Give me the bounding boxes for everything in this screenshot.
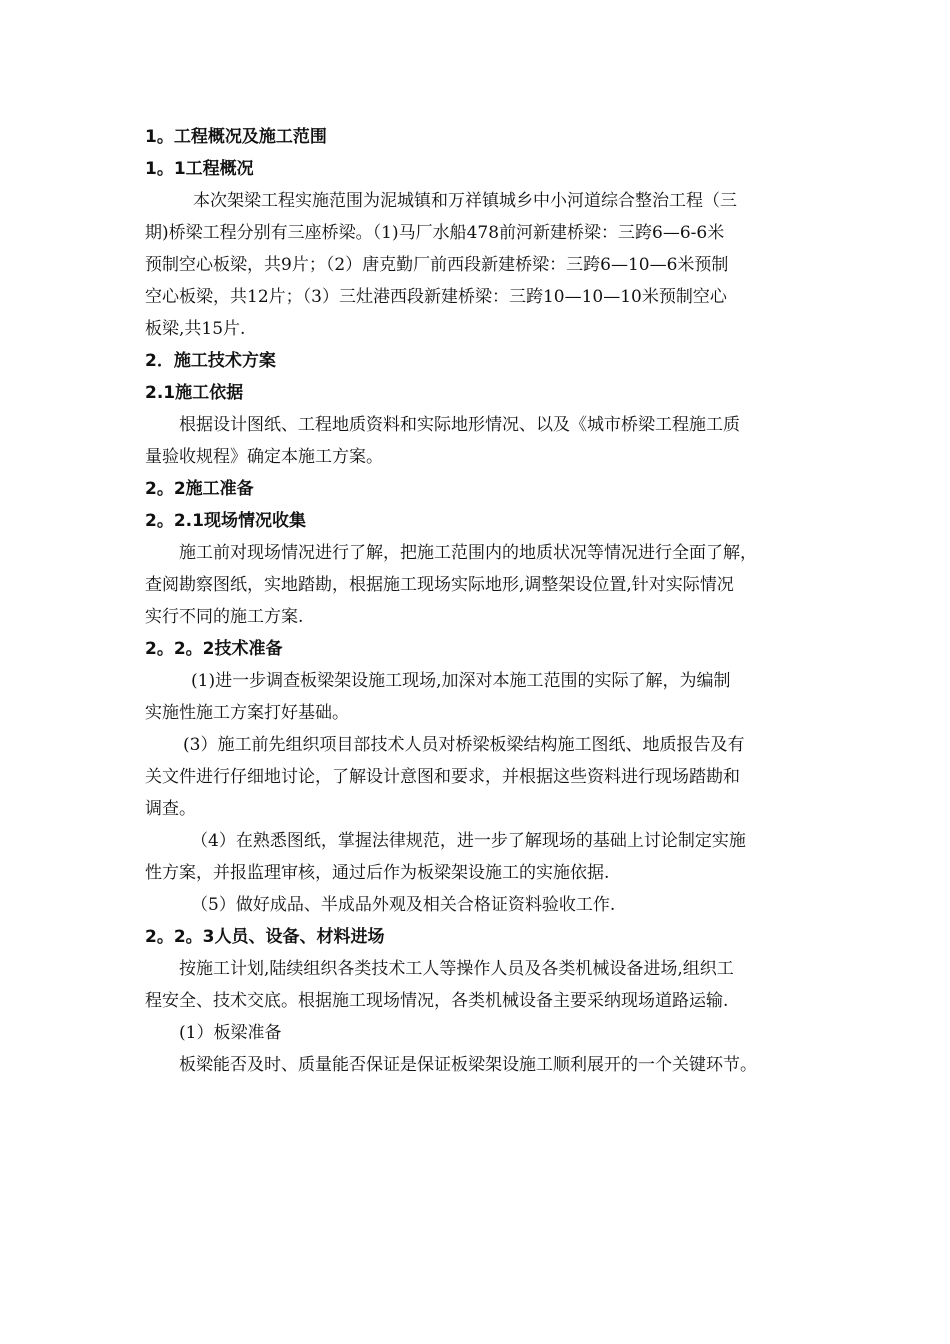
section-heading-1-1: 1。1工程概况 <box>145 159 254 179</box>
section-heading-2: 2．施工技术方案 <box>145 351 276 371</box>
section-heading-2-2-1: 2。2.1现场情况收集 <box>145 511 306 531</box>
paragraph-line: （4）在熟悉图纸，掌握法律规范，进一步了解现场的基础上讨论制定实施 <box>191 831 746 851</box>
paragraph-line: 性方案，并报监理审核，通过后作为板梁架设施工的实施依据. <box>145 863 610 883</box>
paragraph-line: 板梁,共15片. <box>145 319 246 339</box>
paragraph-line: 实施性施工方案打好基础。 <box>145 703 349 723</box>
paragraph-line: (3）施工前先组织项目部技术人员对桥梁板梁结构施工图纸、地质报告及有 <box>183 735 745 755</box>
paragraph-line: 按施工计划,陆续组织各类技术工人等操作人员及各类机械设备进场,组织工 <box>179 959 734 979</box>
section-heading-2-1: 2.1施工依据 <box>145 383 244 403</box>
paragraph-line: 调查。 <box>145 799 196 819</box>
section-heading-1: 1。工程概况及施工范围 <box>145 127 327 147</box>
paragraph-line: （5）做好成品、半成品外观及相关合格证资料验收工作. <box>191 895 616 915</box>
paragraph-line: 施工前对现场情况进行了解，把施工范围内的地质状况等情况进行全面了解， <box>179 543 757 563</box>
paragraph-line: 量验收规程》确定本施工方案。 <box>145 447 383 467</box>
section-heading-2-2: 2。2施工准备 <box>145 479 254 499</box>
section-heading-2-2-3: 2。2。3人员、设备、材料进场 <box>145 927 385 947</box>
paragraph-line: (1)进一步调查板梁架设施工现场,加深对本施工范围的实际了解，为编制 <box>191 671 731 691</box>
section-heading-2-2-2: 2。2。2技术准备 <box>145 639 283 659</box>
paragraph-line: (1）板梁准备 <box>179 1023 282 1043</box>
paragraph-line: 空心板梁，共12片；（3）三灶港西段新建桥梁：三跨10—10—10米预制空心 <box>145 287 727 307</box>
paragraph-line: 实行不同的施工方案. <box>145 607 304 627</box>
document-body <box>145 121 825 1081</box>
paragraph-line: 期)桥梁工程分别有三座桥梁。（1)马厂水船478前河新建桥梁：三跨6—6-6米 <box>145 223 725 243</box>
paragraph-line: 根据设计图纸、工程地质资料和实际地形情况、以及《城市桥梁工程施工质 <box>179 415 740 435</box>
paragraph-line: 查阅勘察图纸，实地踏勘，根据施工现场实际地形,调整架设位置,针对实际情况 <box>145 575 734 595</box>
paragraph-line: 程安全、技术交底。根据施工现场情况，各类机械设备主要采纳现场道路运输. <box>145 991 729 1011</box>
paragraph-line: 本次架梁工程实施范围为泥城镇和万祥镇城乡中小河道综合整治工程（三 <box>193 191 737 211</box>
paragraph-line: 板梁能否及时、质量能否保证是保证板梁架设施工顺利展开的一个关键环节。 <box>179 1055 757 1075</box>
paragraph-line: 关文件进行仔细地讨论，了解设计意图和要求，并根据这些资料进行现场踏勘和 <box>145 767 740 787</box>
paragraph-line: 预制空心板梁，共9片；（2）唐克勤厂前西段新建桥梁：三跨6—10—6米预制 <box>145 255 729 275</box>
